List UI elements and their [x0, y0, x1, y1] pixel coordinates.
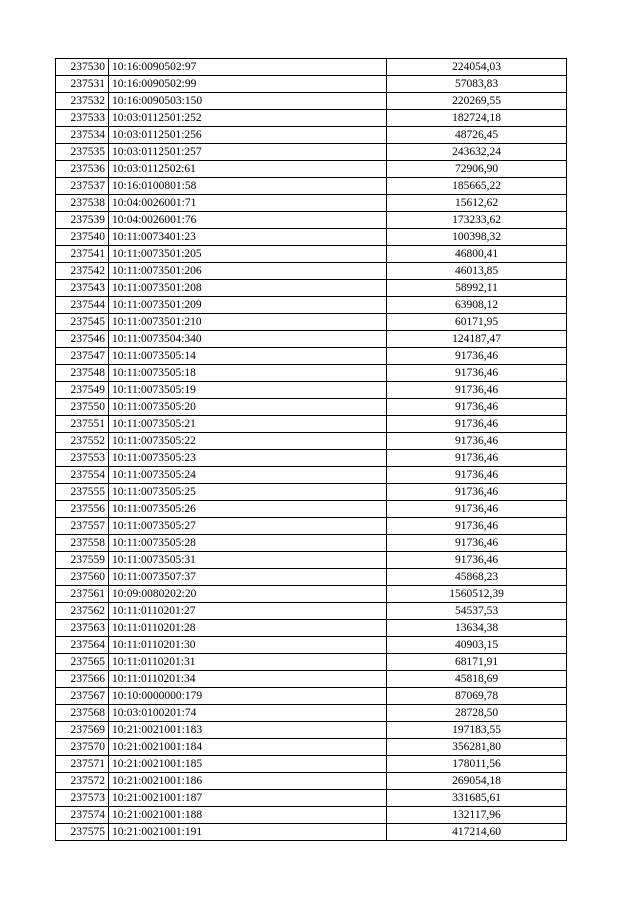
row-value-cell: 87069,78: [387, 688, 567, 705]
row-id-cell: 237563: [56, 620, 109, 637]
row-value-cell: 63908,12: [387, 297, 567, 314]
row-code-cell: 10:21:0021001:183: [109, 722, 387, 739]
table-row: [56, 586, 567, 603]
table-row: [56, 467, 567, 484]
row-code-cell: 10:21:0021001:185: [109, 756, 387, 773]
row-code-cell: 10:11:0073401:23: [109, 229, 387, 246]
row-code-cell: 10:21:0021001:187: [109, 790, 387, 807]
table-row: [56, 603, 567, 620]
data-table: [55, 58, 567, 841]
row-value-cell: 91736,46: [387, 518, 567, 535]
table-row: [56, 739, 567, 756]
table-row: [56, 144, 567, 161]
row-id-cell: 237543: [56, 280, 109, 297]
table-row: [56, 178, 567, 195]
row-code-cell: 10:11:0073501:210: [109, 314, 387, 331]
row-code-cell: 10:11:0073505:19: [109, 382, 387, 399]
table-row: [56, 671, 567, 688]
row-id-cell: 237539: [56, 212, 109, 229]
table-row: [56, 280, 567, 297]
row-id-cell: 237567: [56, 688, 109, 705]
row-id-cell: 237572: [56, 773, 109, 790]
row-id-cell: 237554: [56, 467, 109, 484]
row-value-cell: 91736,46: [387, 467, 567, 484]
row-value-cell: 100398,32: [387, 229, 567, 246]
row-code-cell: 10:11:0073501:205: [109, 246, 387, 263]
row-value-cell: 46013,85: [387, 263, 567, 280]
row-id-cell: 237561: [56, 586, 109, 603]
row-value-cell: 91736,46: [387, 399, 567, 416]
table-row: [56, 450, 567, 467]
row-id-cell: 237559: [56, 552, 109, 569]
table-row: [56, 807, 567, 824]
row-value-cell: 91736,46: [387, 348, 567, 365]
row-id-cell: 237553: [56, 450, 109, 467]
row-id-cell: 237552: [56, 433, 109, 450]
row-id-cell: 237566: [56, 671, 109, 688]
row-value-cell: 57083,83: [387, 76, 567, 93]
table-row: [56, 501, 567, 518]
row-code-cell: 10:09:0080202:20: [109, 586, 387, 603]
row-code-cell: 10:11:0073505:22: [109, 433, 387, 450]
row-code-cell: 10:11:0110201:30: [109, 637, 387, 654]
row-value-cell: 197183,55: [387, 722, 567, 739]
row-value-cell: 91736,46: [387, 450, 567, 467]
row-value-cell: 91736,46: [387, 501, 567, 518]
row-id-cell: 237571: [56, 756, 109, 773]
row-code-cell: 10:11:0073505:31: [109, 552, 387, 569]
table-row: [56, 416, 567, 433]
row-code-cell: 10:16:0090502:99: [109, 76, 387, 93]
table-row: [56, 569, 567, 586]
row-id-cell: 237531: [56, 76, 109, 93]
row-value-cell: 91736,46: [387, 535, 567, 552]
row-code-cell: 10:21:0021001:184: [109, 739, 387, 756]
row-code-cell: 10:11:0073501:206: [109, 263, 387, 280]
row-code-cell: 10:11:0110201:28: [109, 620, 387, 637]
table-row: [56, 654, 567, 671]
table-row: [56, 824, 567, 841]
row-code-cell: 10:10:0000000:179: [109, 688, 387, 705]
table-row: [56, 688, 567, 705]
row-value-cell: 173233,62: [387, 212, 567, 229]
row-id-cell: 237533: [56, 110, 109, 127]
table-row: [56, 212, 567, 229]
table-row: [56, 59, 567, 76]
row-id-cell: 237568: [56, 705, 109, 722]
table-row: [56, 348, 567, 365]
row-value-cell: 124187,47: [387, 331, 567, 348]
row-id-cell: 237551: [56, 416, 109, 433]
row-code-cell: 10:11:0073505:26: [109, 501, 387, 518]
row-id-cell: 237530: [56, 59, 109, 76]
row-id-cell: 237569: [56, 722, 109, 739]
row-code-cell: 10:16:0090502:97: [109, 59, 387, 76]
row-id-cell: 237538: [56, 195, 109, 212]
table-row: [56, 110, 567, 127]
row-value-cell: 15612,62: [387, 195, 567, 212]
row-id-cell: 237540: [56, 229, 109, 246]
table-row: [56, 790, 567, 807]
row-id-cell: 237532: [56, 93, 109, 110]
row-value-cell: 178011,56: [387, 756, 567, 773]
row-id-cell: 237570: [56, 739, 109, 756]
table-row: [56, 382, 567, 399]
table-row: [56, 195, 567, 212]
row-id-cell: 237541: [56, 246, 109, 263]
row-code-cell: 10:11:0110201:27: [109, 603, 387, 620]
row-value-cell: 91736,46: [387, 365, 567, 382]
row-value-cell: 132117,96: [387, 807, 567, 824]
row-code-cell: 10:03:0112501:252: [109, 110, 387, 127]
row-code-cell: 10:03:0112501:256: [109, 127, 387, 144]
row-value-cell: 91736,46: [387, 416, 567, 433]
row-code-cell: 10:11:0073505:28: [109, 535, 387, 552]
row-value-cell: 91736,46: [387, 433, 567, 450]
row-id-cell: 237546: [56, 331, 109, 348]
row-id-cell: 237574: [56, 807, 109, 824]
row-value-cell: 28728,50: [387, 705, 567, 722]
row-id-cell: 237558: [56, 535, 109, 552]
table-row: [56, 399, 567, 416]
table-row: [56, 637, 567, 654]
row-id-cell: 237544: [56, 297, 109, 314]
row-code-cell: 10:11:0073505:21: [109, 416, 387, 433]
row-id-cell: 237549: [56, 382, 109, 399]
row-id-cell: 237547: [56, 348, 109, 365]
row-code-cell: 10:11:0073505:14: [109, 348, 387, 365]
row-id-cell: 237548: [56, 365, 109, 382]
row-id-cell: 237555: [56, 484, 109, 501]
table-row: [56, 229, 567, 246]
table-row: [56, 161, 567, 178]
row-value-cell: 331685,61: [387, 790, 567, 807]
table-row: [56, 263, 567, 280]
row-value-cell: 243632,24: [387, 144, 567, 161]
row-value-cell: 58992,11: [387, 280, 567, 297]
table-row: [56, 297, 567, 314]
row-code-cell: 10:11:0073501:208: [109, 280, 387, 297]
table-row: [56, 535, 567, 552]
row-value-cell: 417214,60: [387, 824, 567, 841]
row-code-cell: 10:16:0090503:150: [109, 93, 387, 110]
row-code-cell: 10:04:0026001:71: [109, 195, 387, 212]
row-value-cell: 60171,95: [387, 314, 567, 331]
row-code-cell: 10:04:0026001:76: [109, 212, 387, 229]
row-code-cell: 10:11:0110201:34: [109, 671, 387, 688]
row-id-cell: 237537: [56, 178, 109, 195]
table-row: [56, 722, 567, 739]
table-row: [56, 705, 567, 722]
row-value-cell: 91736,46: [387, 484, 567, 501]
row-id-cell: 237565: [56, 654, 109, 671]
row-id-cell: 237542: [56, 263, 109, 280]
row-code-cell: 10:11:0073505:27: [109, 518, 387, 535]
row-value-cell: 68171,91: [387, 654, 567, 671]
row-id-cell: 237562: [56, 603, 109, 620]
row-id-cell: 237545: [56, 314, 109, 331]
table-row: [56, 93, 567, 110]
table-row: [56, 331, 567, 348]
row-code-cell: 10:16:0100801:58: [109, 178, 387, 195]
table-row: [56, 518, 567, 535]
row-value-cell: 220269,55: [387, 93, 567, 110]
table-row: [56, 246, 567, 263]
row-id-cell: 237534: [56, 127, 109, 144]
row-value-cell: 46800,41: [387, 246, 567, 263]
row-id-cell: 237557: [56, 518, 109, 535]
row-code-cell: 10:21:0021001:191: [109, 824, 387, 841]
table-row: [56, 620, 567, 637]
table-row: [56, 365, 567, 382]
row-value-cell: 45868,23: [387, 569, 567, 586]
table-body: [56, 59, 567, 841]
row-code-cell: 10:21:0021001:186: [109, 773, 387, 790]
table-row: [56, 484, 567, 501]
row-code-cell: 10:11:0073505:23: [109, 450, 387, 467]
table-row: [56, 773, 567, 790]
row-value-cell: 1560512,39: [387, 586, 567, 603]
row-value-cell: 182724,18: [387, 110, 567, 127]
table-row: [56, 314, 567, 331]
table-row: [56, 552, 567, 569]
row-code-cell: 10:11:0073505:20: [109, 399, 387, 416]
row-value-cell: 40903,15: [387, 637, 567, 654]
row-code-cell: 10:11:0110201:31: [109, 654, 387, 671]
row-code-cell: 10:03:0112502:61: [109, 161, 387, 178]
table-row: [56, 127, 567, 144]
row-id-cell: 237550: [56, 399, 109, 416]
row-value-cell: 13634,38: [387, 620, 567, 637]
row-id-cell: 237564: [56, 637, 109, 654]
row-code-cell: 10:21:0021001:188: [109, 807, 387, 824]
row-id-cell: 237556: [56, 501, 109, 518]
row-id-cell: 237536: [56, 161, 109, 178]
row-value-cell: 91736,46: [387, 382, 567, 399]
table-row: [56, 433, 567, 450]
row-id-cell: 237575: [56, 824, 109, 841]
row-code-cell: 10:11:0073507:37: [109, 569, 387, 586]
row-code-cell: 10:11:0073505:24: [109, 467, 387, 484]
table-row: [56, 756, 567, 773]
row-value-cell: 269054,18: [387, 773, 567, 790]
row-code-cell: 10:11:0073505:18: [109, 365, 387, 382]
row-id-cell: 237573: [56, 790, 109, 807]
row-value-cell: 45818,69: [387, 671, 567, 688]
row-value-cell: 185665,22: [387, 178, 567, 195]
row-value-cell: 72906,90: [387, 161, 567, 178]
row-value-cell: 48726,45: [387, 127, 567, 144]
row-value-cell: 356281,80: [387, 739, 567, 756]
row-id-cell: 237535: [56, 144, 109, 161]
row-code-cell: 10:11:0073501:209: [109, 297, 387, 314]
row-code-cell: 10:11:0073504:340: [109, 331, 387, 348]
row-code-cell: 10:11:0073505:25: [109, 484, 387, 501]
row-value-cell: 91736,46: [387, 552, 567, 569]
row-code-cell: 10:03:0100201:74: [109, 705, 387, 722]
row-value-cell: 54537,53: [387, 603, 567, 620]
table-row: [56, 76, 567, 93]
row-value-cell: 224054,03: [387, 59, 567, 76]
row-code-cell: 10:03:0112501:257: [109, 144, 387, 161]
row-id-cell: 237560: [56, 569, 109, 586]
